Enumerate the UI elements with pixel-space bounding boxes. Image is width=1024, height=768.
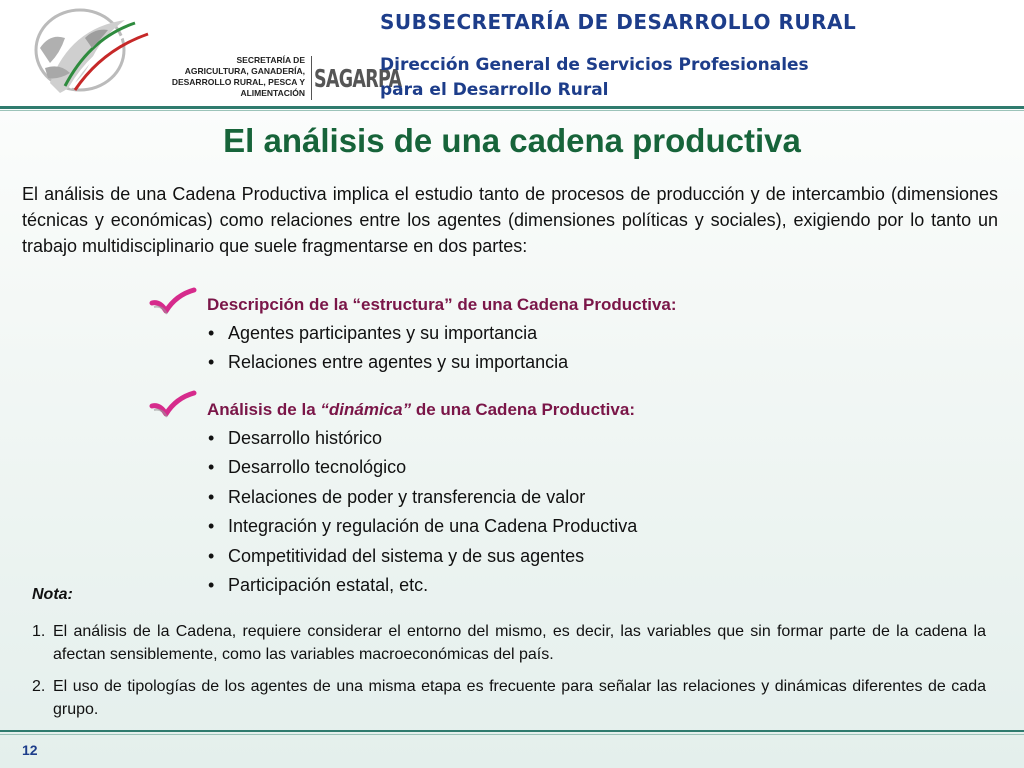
note-number: 2.	[32, 678, 46, 695]
list-item: • Participación estatal, etc.	[228, 571, 637, 600]
list-item: • Relaciones de poder y transferencia de valor	[228, 483, 637, 512]
header-divider-thin	[0, 110, 1024, 111]
section-dynamics-title-emphasis: “dinámica”	[320, 400, 412, 419]
direccion-line-1: Dirección General de Servicios Profesionales	[380, 55, 809, 75]
list-item: • Integración y regulación de una Cadena Productiva	[228, 512, 637, 541]
note-text: El uso de tipologías de los agentes de una misma etapa es frecuente para señalar las relaciones y dinámicas diferentes de cada grupo.	[53, 678, 986, 718]
page-number: 12	[22, 742, 38, 758]
logo-separator	[311, 56, 312, 100]
page-title: El análisis de una cadena productiva	[223, 122, 801, 159]
org-line-2: AGRICULTURA, GANADERÍA,	[184, 66, 305, 76]
sagarpa-logo	[30, 8, 402, 103]
structure-bullet-list	[228, 319, 568, 378]
list-item: • Desarrollo tecnológico	[228, 453, 637, 482]
list-item: • Relaciones entre agentes y su importancia	[228, 348, 568, 377]
org-line-3: DESARROLLO RURAL, PESCA Y ALIMENTACIÓN	[171, 77, 305, 98]
footer-divider	[0, 730, 1024, 732]
section-dynamics-title	[207, 400, 635, 420]
list-item: • Desarrollo histórico	[228, 424, 637, 453]
intro-paragraph: El análisis de una Cadena Productiva implica el estudio tanto de procesos de producción y de intercambio (dimensiones técnicas y económicas) como relaciones entre los agentes (dimensiones políticas y sociales), exigiendo por lo tanto un trabajo multidisciplinario que suele fragmentarse en dos partes:	[22, 184, 998, 256]
header-divider	[0, 106, 1024, 109]
org-line-1: SECRETARÍA DE	[236, 55, 305, 65]
footer-divider-thin	[0, 734, 1024, 735]
note-number: 1.	[32, 623, 46, 640]
list-item: • Agentes participantes y su importancia	[228, 319, 568, 348]
note-item	[32, 675, 986, 721]
dynamics-bullet-list	[228, 424, 637, 600]
section-dynamics-title-start: Análisis de la	[207, 400, 321, 419]
nota-label: Nota:	[32, 586, 73, 603]
note-text: El análisis de la Cadena, requiere considerar el entorno del mismo, es decir, las variables que sin formar parte de la cadena la afectan sensiblemente, como las variables macroeconómicas del país.	[53, 623, 986, 663]
direccion-title	[380, 53, 980, 103]
sagarpa-wordmark: SAGARPA	[314, 64, 402, 93]
notes-list	[32, 620, 986, 730]
section-dynamics-title-end: de una Cadena Productiva:	[411, 400, 635, 419]
direccion-line-2: para el Desarrollo Rural	[380, 80, 609, 100]
checkmark-icon	[148, 287, 198, 317]
list-item: • Competitividad del sistema y de sus agentes	[228, 542, 637, 571]
subsecretaria-title: SUBSECRETARÍA DE DESARROLLO RURAL	[380, 10, 857, 34]
section-structure-title: Descripción de la “estructura” de una Cadena Productiva:	[207, 295, 677, 314]
note-item	[32, 620, 986, 666]
secretaria-name	[125, 55, 305, 99]
checkmark-icon	[148, 390, 198, 420]
